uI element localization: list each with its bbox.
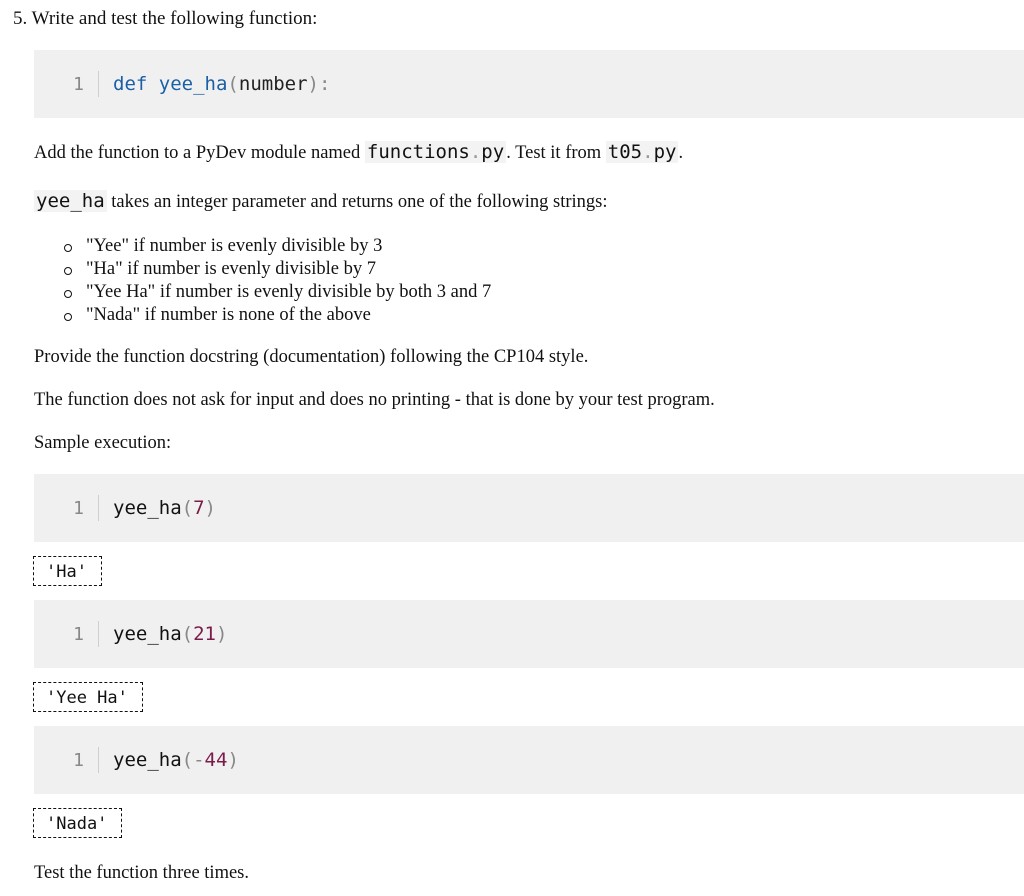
no-input-paragraph: The function does not ask for input and does no printing - that is done by your test program. — [34, 390, 715, 410]
circle-bullet-icon — [64, 244, 72, 252]
example-code-block — [34, 474, 1024, 542]
gutter-separator — [98, 71, 99, 97]
open-paren: ( — [181, 497, 194, 519]
parameter-name: number — [238, 73, 308, 95]
circle-bullet-icon — [64, 267, 72, 275]
gutter-separator — [98, 747, 99, 773]
example-code-block — [34, 726, 1024, 794]
function-name: yee_ha — [158, 73, 228, 95]
add-text-before: Add the function to a PyDev module named — [34, 143, 365, 163]
gutter-separator — [98, 621, 99, 647]
code-line — [34, 600, 227, 668]
add-text-middle: . Test it from — [506, 143, 606, 163]
function-name-code: yee_ha — [36, 190, 105, 212]
description-paragraph — [34, 189, 608, 214]
argument-value: 21 — [193, 623, 216, 645]
docstring-paragraph: Provide the function docstring (documentation) following the CP104 style. — [34, 347, 589, 367]
definition-code-block — [34, 50, 1024, 118]
list-item: "Yee" if number is evenly divisible by 3 — [60, 235, 491, 258]
test-filename: t05.py — [607, 141, 677, 163]
open-paren: ( — [181, 623, 194, 645]
line-number: 1 — [73, 497, 84, 519]
argument-value: 44 — [204, 749, 228, 771]
call-name: yee_ha — [113, 497, 182, 519]
open-paren: ( — [227, 73, 239, 95]
return-values-list — [60, 235, 491, 327]
line-number: 1 — [73, 623, 84, 645]
argument-value: 7 — [193, 497, 205, 519]
line-number: 1 — [73, 73, 84, 95]
close-paren-colon: ): — [307, 73, 331, 95]
question-heading: 5. Write and test the following function: — [13, 8, 318, 29]
line-number: 1 — [73, 749, 84, 771]
close-paren: ) — [227, 749, 239, 771]
list-item: "Yee Ha" if number is evenly divisible by both 3 and 7 — [60, 281, 491, 304]
example-output: 'Yee Ha' — [33, 682, 143, 712]
example-code-block — [34, 600, 1024, 668]
add-text-after: . — [678, 143, 684, 163]
example-output: 'Nada' — [33, 808, 122, 838]
open-paren: ( — [181, 749, 194, 771]
def-keyword: def — [113, 73, 148, 95]
arg-sign: - — [193, 749, 205, 771]
close-paren: ) — [215, 623, 228, 645]
list-item: "Ha" if number is evenly divisible by 7 — [60, 258, 491, 281]
gutter-separator — [98, 495, 99, 521]
list-item: "Nada" if number is none of the above — [60, 304, 491, 327]
sample-execution-label: Sample execution: — [34, 433, 172, 453]
call-name: yee_ha — [113, 749, 182, 771]
test-instruction-paragraph: Test the function three times. — [34, 863, 249, 883]
add-function-paragraph — [34, 140, 683, 165]
close-paren: ) — [204, 497, 216, 519]
module-filename: functions.py — [366, 141, 505, 163]
code-line — [34, 50, 330, 118]
code-line — [34, 726, 239, 794]
circle-bullet-icon — [64, 290, 72, 298]
example-output: 'Ha' — [33, 556, 102, 586]
code-line — [34, 474, 216, 542]
call-name: yee_ha — [113, 623, 182, 645]
description-text: takes an integer parameter and returns one of the following strings: — [106, 192, 608, 212]
circle-bullet-icon — [64, 313, 72, 321]
